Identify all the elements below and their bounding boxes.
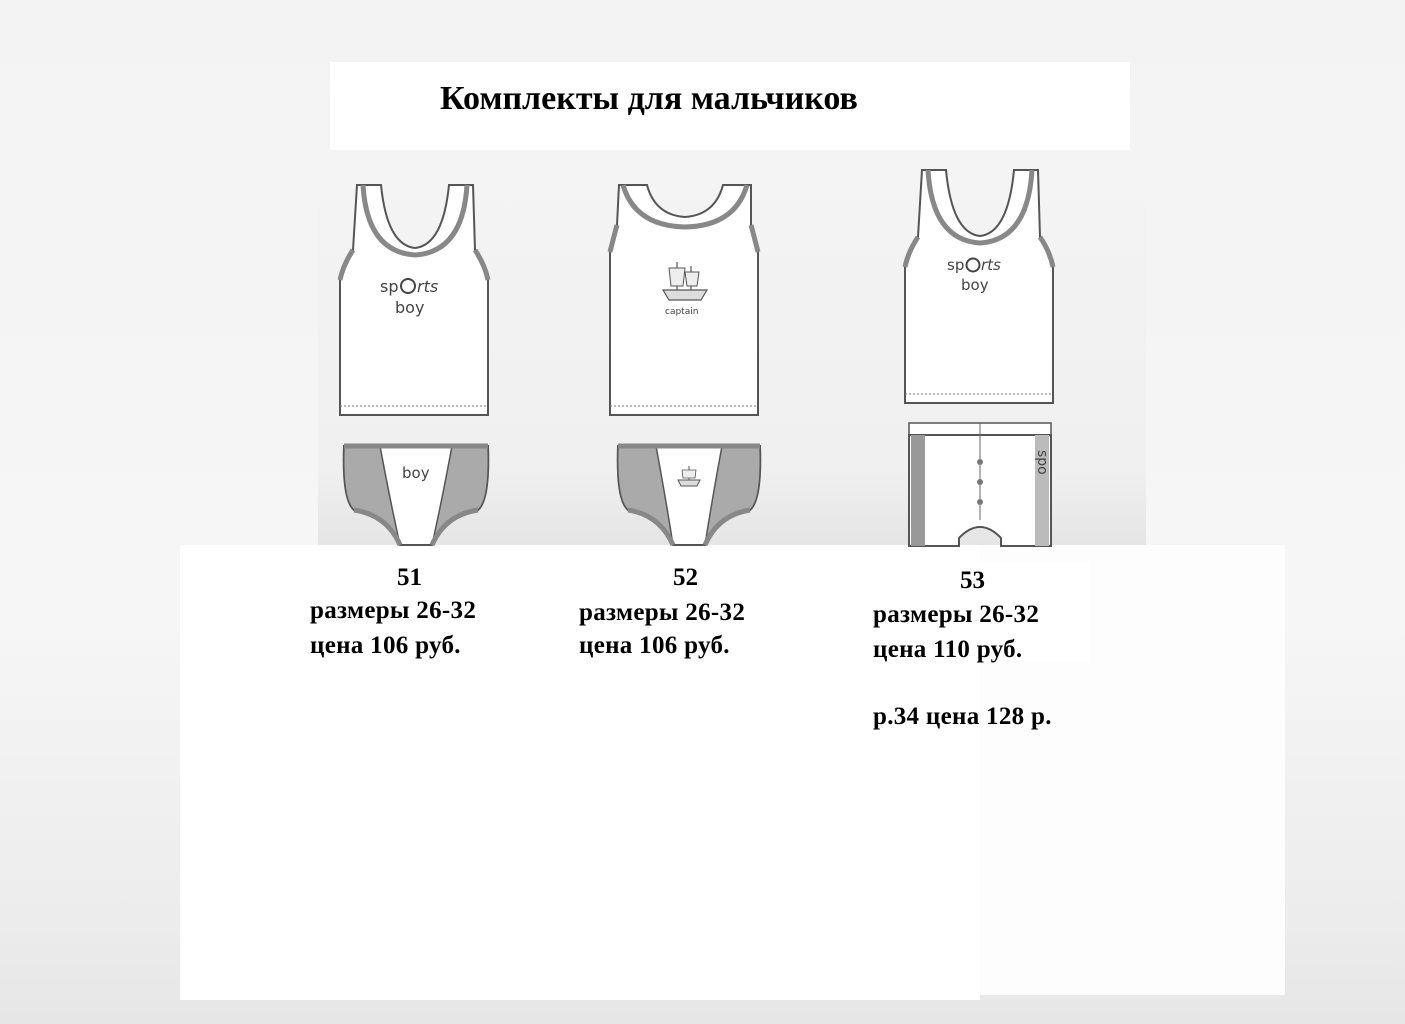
print-rts: rts [981, 256, 1001, 274]
print-boy: boy [395, 298, 425, 317]
briefs-51-icon [340, 440, 492, 550]
print-captain: captain [665, 307, 699, 317]
tank-top-51-icon [335, 180, 495, 420]
product-number-51: 51 [397, 564, 422, 591]
product-sizes-51: размеры 26-32 [310, 597, 477, 624]
product-number-53: 53 [960, 567, 985, 594]
briefs-52-icon [614, 440, 764, 550]
product-number-52: 52 [673, 564, 698, 591]
product-price-52: цена 106 руб. [579, 632, 730, 659]
print-boy: boy [402, 464, 430, 482]
print-sports-vertical: spo [1034, 450, 1050, 475]
product-sizes-52: размеры 26-32 [579, 599, 746, 626]
boxer-shorts-53-icon [905, 420, 1055, 552]
product-price-53: цена 110 руб. [873, 636, 1023, 663]
print-rts: rts [417, 277, 439, 296]
tank-top-53-icon [900, 165, 1060, 410]
product-sizes-53: размеры 26-32 [873, 601, 1040, 628]
page-title: Комплекты для мальчиков [440, 80, 858, 117]
tank-top-52-icon [605, 180, 765, 420]
product-price-51: цена 106 руб. [310, 632, 461, 659]
print-sp: sp [947, 256, 965, 274]
print-boy: boy [961, 276, 989, 294]
product-extra-price-53: р.34 цена 128 р. [873, 703, 1052, 730]
print-sp: sp [380, 277, 399, 296]
